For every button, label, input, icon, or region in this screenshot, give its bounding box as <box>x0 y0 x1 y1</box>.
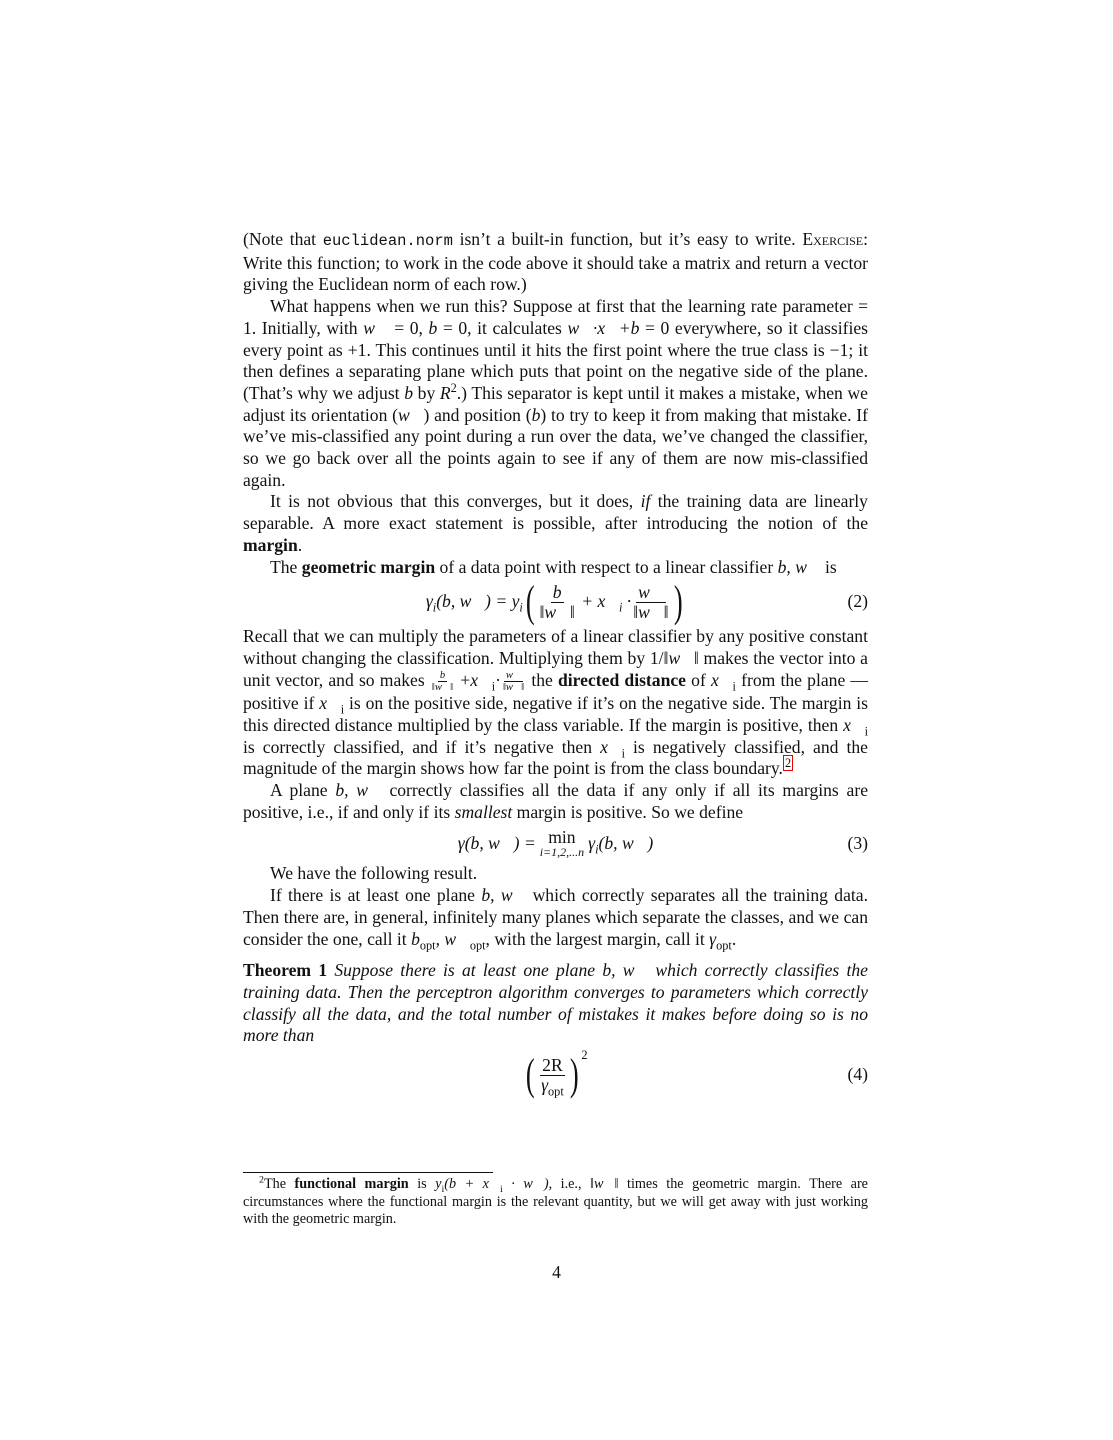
text: the training data are linearly separable. A more exact statement is possible, after introducing the notion of the <box>243 491 868 534</box>
subscript: i <box>441 1183 445 1195</box>
text: = 0, <box>394 317 429 338</box>
text: , with the largest margin, call it <box>485 928 710 949</box>
text: If there is at least one plane <box>270 885 482 906</box>
paragraph-geometric-margin <box>243 557 868 579</box>
text: correctly classifies all the data if any only if all its margins are positive, i.e., if and only if its <box>243 780 869 822</box>
text: = 0 everywhere, so it classifies every point as +1. This continues until it hits the first point where the true class is −1; it then defines a separating plane which puts that point on the negative side of the plane. (That’s why we adjust <box>243 317 868 403</box>
math-text: x⃗ <box>470 669 492 690</box>
eq2-fraction-1: $\frac{b}{‖w⃗‖}$ <box>539 582 575 622</box>
paragraph-recall <box>243 626 868 780</box>
equation-number: (3) <box>847 832 868 853</box>
math-text: smallest <box>454 801 513 822</box>
right-paren: ) <box>569 1050 579 1100</box>
eq4-fraction: $\frac{2R}{\gamma_{opt}}$ <box>541 1055 564 1099</box>
text: Recall that we can multiply the parameters of a linear classifier by any positive constant without changing the classification. Multiplying them by 1/‖ <box>243 626 868 668</box>
left-paren: ( <box>525 577 535 627</box>
math-text: if <box>640 491 651 512</box>
text: ) and position ( <box>423 404 532 425</box>
subscript: opt <box>419 938 436 953</box>
text: is on the positive side, negative if it’s on the negative side. The margin is this directed distance multiplied by the class variable. If the margin is positive, then <box>243 693 868 735</box>
math-text: w⃗ <box>505 670 522 682</box>
text: is <box>820 556 837 577</box>
math-text: b, w⃗ <box>481 885 527 906</box>
theorem-1 <box>243 960 868 1047</box>
math-text: w⃗ <box>363 317 395 338</box>
eq2-lhs: $\gamma_i(b$, w⃗) = $y_i$ <box>425 591 523 615</box>
text: isn’t a built-in function, but it’s easy to write. <box>452 229 803 249</box>
math-text: , w⃗ <box>435 928 470 949</box>
math-text: b, w⃗ <box>335 780 382 800</box>
text: which correctly separates all the training data. Then there are, in general, infinitely many planes which separate the classes, and we can consider the one, call it <box>243 885 868 949</box>
subscript: i <box>732 679 736 694</box>
math-text: b <box>404 382 414 403</box>
paragraph-note <box>243 229 868 296</box>
subscript: i <box>491 679 496 694</box>
bold-term: directed distance <box>558 669 686 690</box>
text: A plane <box>270 780 336 800</box>
math-text: b, w⃗ <box>777 556 821 577</box>
eq3-lhs: γ(b, w⃗) = <box>457 832 536 853</box>
small-caps-text: Exercise <box>802 229 864 249</box>
text: margin is positive. So we define <box>512 801 744 822</box>
superscript: 2 <box>450 381 457 396</box>
bold-term: functional margin <box>294 1176 409 1192</box>
bold-term: margin <box>243 534 298 555</box>
math-text: ‖w⃗‖ <box>502 682 525 694</box>
eq3-min-operator: min i=1,2,...n <box>539 826 585 860</box>
math-text: w⃗ <box>594 1176 615 1192</box>
math-text: b <box>411 928 420 949</box>
math-text: b <box>531 404 541 425</box>
math-text: (b + x⃗ <box>444 1176 501 1192</box>
paragraph-result <box>243 863 868 885</box>
text: is <box>408 1176 436 1192</box>
text: of <box>686 669 712 690</box>
text: the <box>526 669 558 690</box>
equation-number: (4) <box>847 1064 868 1085</box>
theorem-body: Suppose there is at least one plane b, w⃗ which correctly classifies the training data. Then the perceptron algorithm converges to parameters which correctly classify all the data, and the total number of mistakes it makes before doing so is no more than <box>243 960 868 1046</box>
footnote-link[interactable]: 2 <box>784 756 792 771</box>
superscript: 2 <box>259 1174 264 1186</box>
math-text: w⃗·x⃗+b <box>567 317 646 338</box>
text: · <box>495 669 501 690</box>
math-text: γ <box>709 928 717 949</box>
paragraph-converges <box>243 491 868 556</box>
text: It is not obvious that this converges, but it does, <box>270 491 641 512</box>
text: , i.e., ‖ <box>548 1176 595 1192</box>
subscript: i <box>500 1183 503 1195</box>
right-paren: ) <box>673 577 683 627</box>
eq3-rhs: $\gamma_i(b$, w⃗) <box>588 832 654 857</box>
subscript: opt <box>469 938 486 953</box>
equation-3 <box>243 823 868 863</box>
page-body <box>243 229 868 1103</box>
text: of a data point with respect to a linear classifier <box>435 556 778 577</box>
eq2-middle: + $x⃗_i$ · <box>581 591 632 615</box>
text: ) to try to keep it from making that mistake. If we’ve mis-classified any point during a run over the data, we’ve changed the classifier, so we go back over all the points again to see if any of them are now mis-classified again. <box>243 404 868 490</box>
math-text: · w⃗) <box>502 1176 549 1192</box>
text: (Note that <box>243 229 323 249</box>
text: . <box>297 534 303 555</box>
inline-fraction <box>432 670 453 693</box>
math-text: x⃗ <box>711 669 733 690</box>
text: : Write this function; to work in the code above it should take a matrix and return a vector giving the Euclidean norm of each row.) <box>243 229 868 295</box>
text: by <box>413 382 440 403</box>
math-text: x⃗ <box>843 714 865 735</box>
equation-number: (2) <box>847 591 868 612</box>
math-text: y <box>435 1176 442 1192</box>
math-text: R <box>439 382 451 403</box>
text: from the plane — positive if <box>243 669 869 714</box>
math-text: w⃗ <box>398 404 424 425</box>
text: The <box>263 1176 295 1192</box>
paragraph-plane <box>243 780 868 823</box>
math-text: w⃗ <box>668 647 694 668</box>
subscript: opt <box>716 938 732 953</box>
subscript: i <box>340 702 345 717</box>
left-paren: ( <box>526 1050 536 1100</box>
equation-2 <box>243 578 868 626</box>
text: .) This separator is kept until it makes a mistake, when we adjust its orientation ( <box>243 382 868 425</box>
text: is negatively classified, and the magnitude of the margin shows how far the point is from the class boundary. <box>243 736 868 779</box>
text: The <box>270 556 302 577</box>
math-text: b <box>439 670 446 682</box>
math-text: x⃗ <box>600 736 622 757</box>
math-text: x⃗ <box>319 693 341 714</box>
text: . <box>731 928 737 949</box>
text: What happens when we run this? Suppose at first that the learning rate parameter = 1. Initially, with <box>243 296 868 338</box>
math-text: b <box>428 317 443 338</box>
subscript: i <box>621 746 625 761</box>
text: ‖ times the geometric margin. There are circumstances where the functional margin is the relevant quantity, but we will get away with just working with the geometric margin. <box>243 1176 868 1227</box>
text: is correctly classified, and if it’s negative then <box>243 736 601 757</box>
math-text: ‖w⃗‖ <box>431 682 454 694</box>
footnote-2 <box>243 1176 868 1229</box>
paragraph-what-happens <box>243 296 868 491</box>
inline-fraction <box>503 670 524 693</box>
paragraph-separates <box>243 885 868 953</box>
subscript: i <box>864 724 868 739</box>
text: + <box>455 669 471 690</box>
text: = 0, it calculates <box>442 317 568 338</box>
code-text: euclidean.norm <box>322 232 453 250</box>
page-number: 4 <box>552 1262 561 1282</box>
footnote-rule <box>243 1172 493 1173</box>
theorem-label: Theorem 1 <box>243 960 328 981</box>
text: We have the following result. <box>270 863 478 884</box>
text: ‖ makes the vector into a unit vector, and so makes <box>243 647 868 690</box>
bold-term: geometric margin <box>301 556 436 577</box>
eq2-fraction-2: $\frac{w⃗}{‖w⃗‖}$ <box>633 582 669 622</box>
equation-4: ( $\frac{2R}{\gamma_{opt}}$ ) $^2$ (4) <box>526 1048 868 1100</box>
